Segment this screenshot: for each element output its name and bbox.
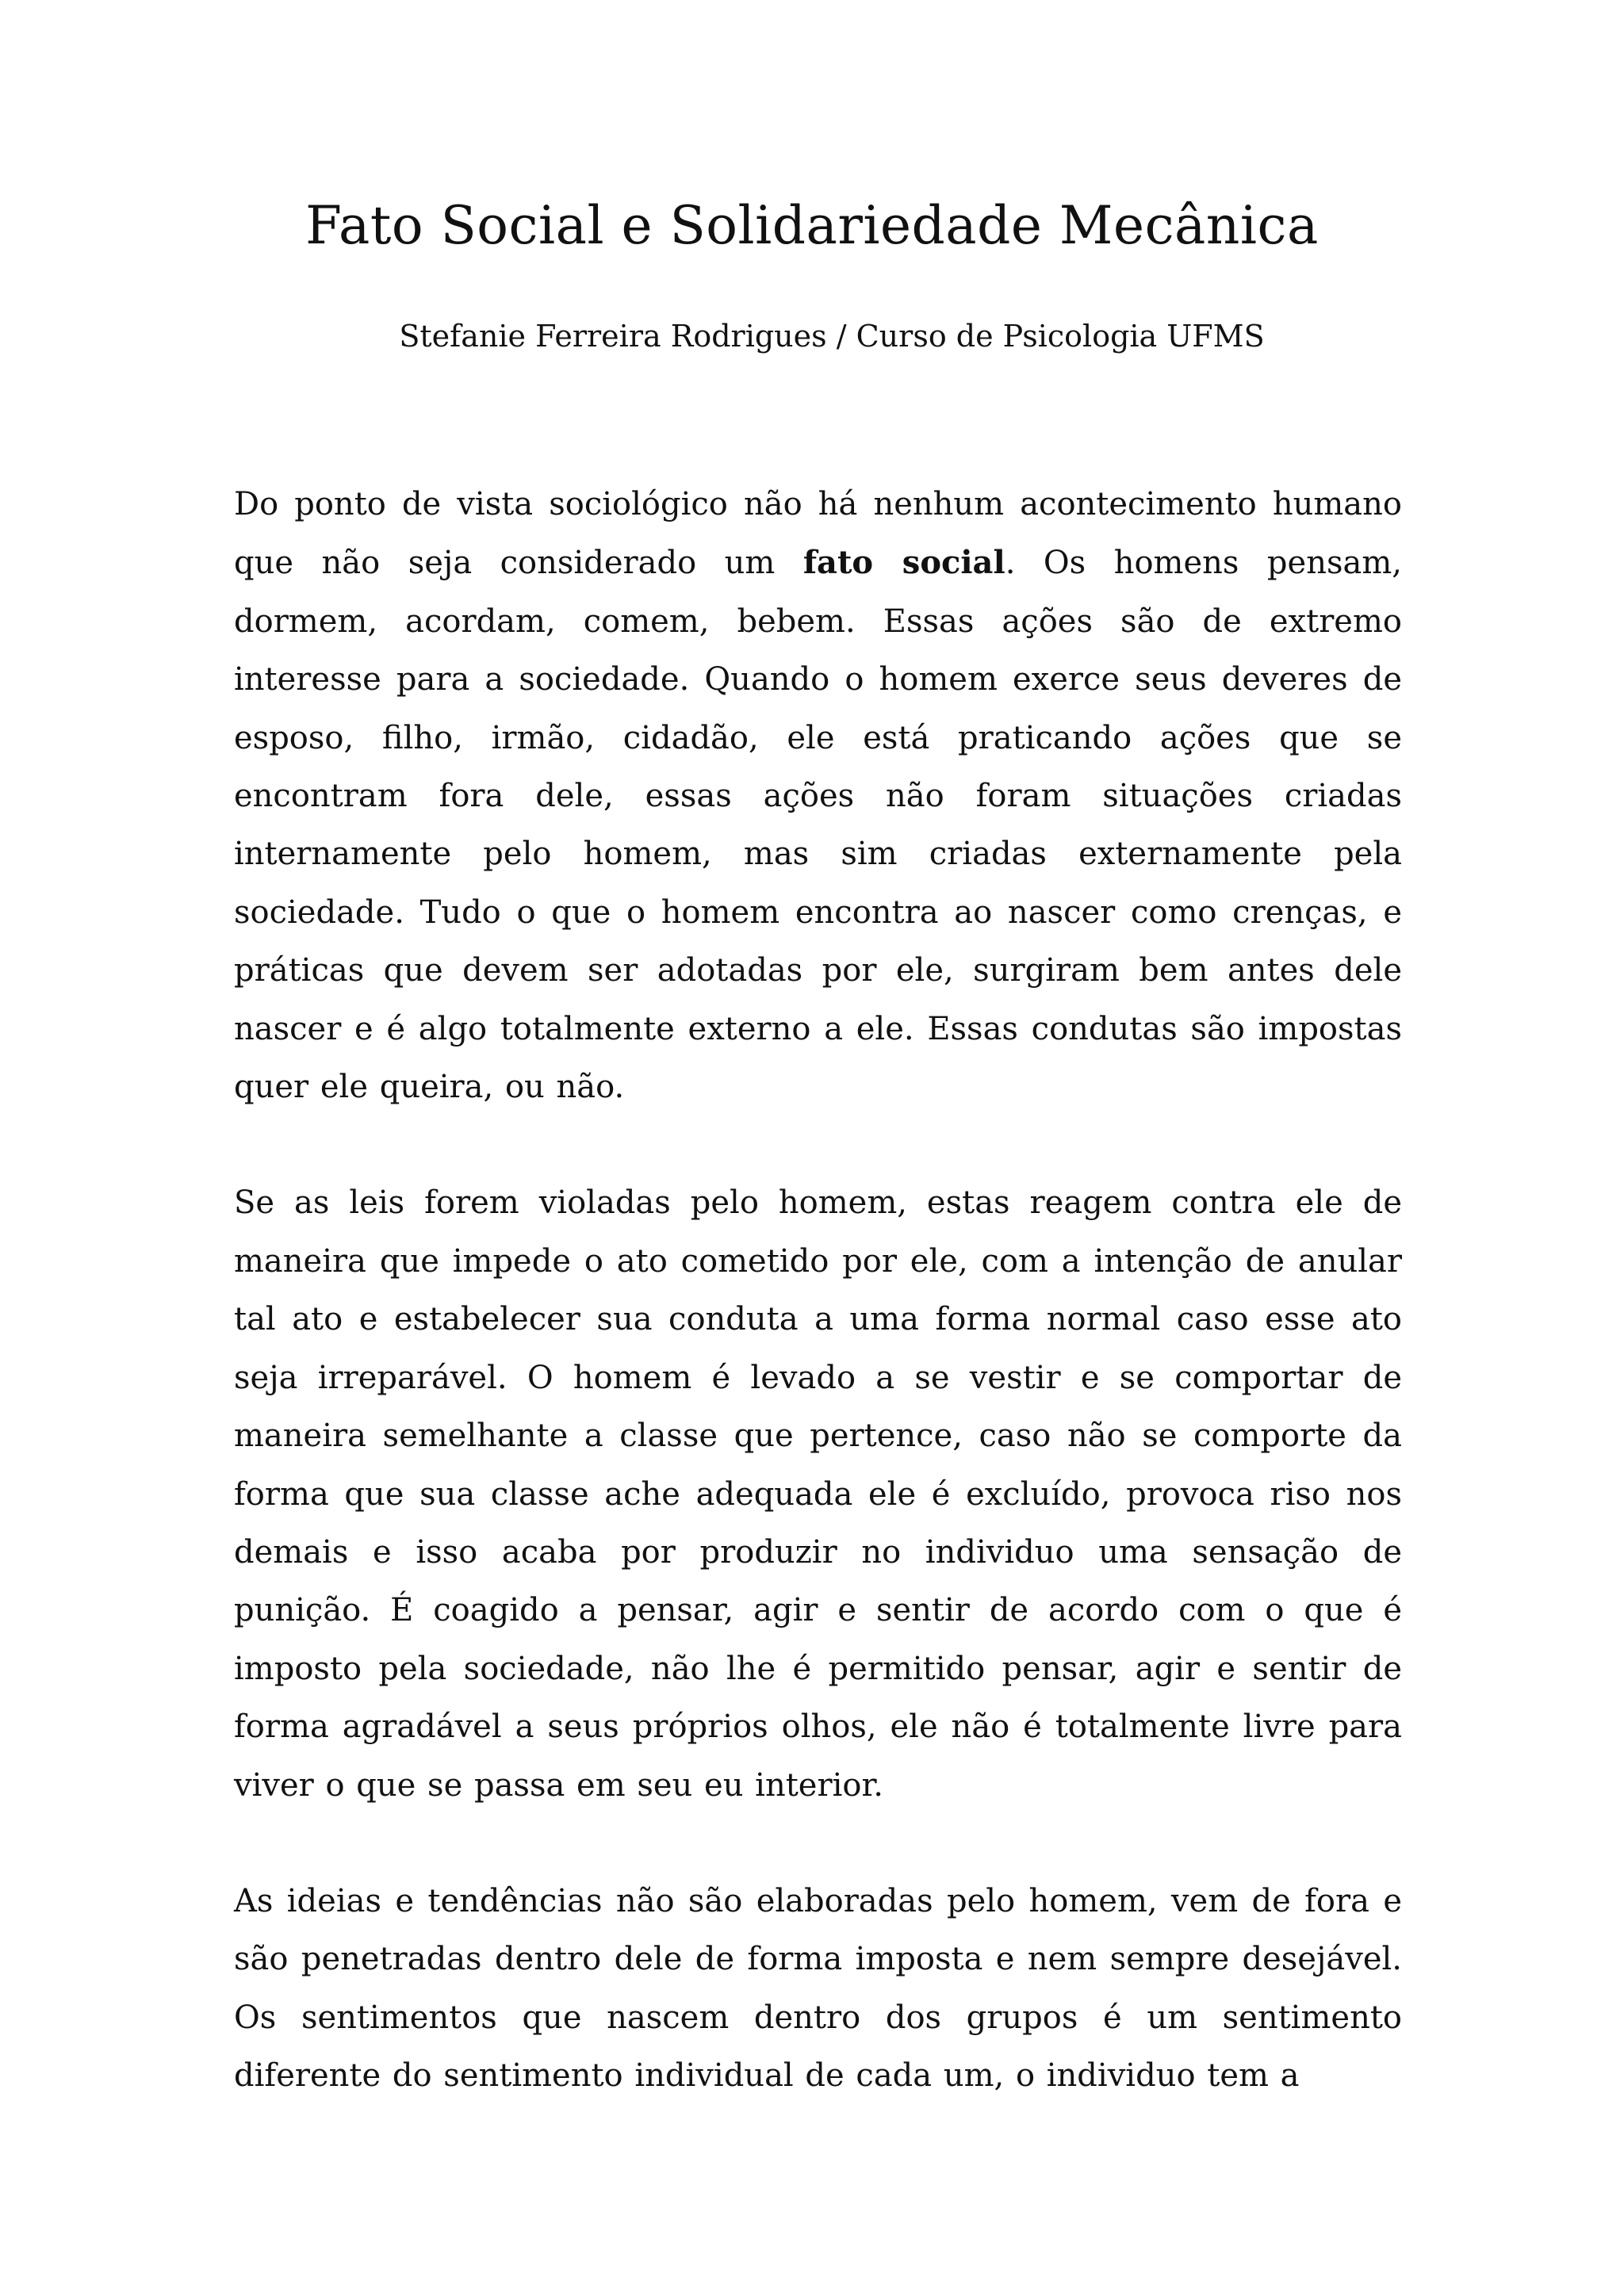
document-body xyxy=(234,476,1402,2106)
paragraph-1-bold-term: fato social xyxy=(802,544,1005,582)
paragraph-2: Se as leis forem violadas pelo homem, estas reagem contra ele de maneira que impede o ato cometido por ele, com a intenção de anular tal ato e estabelecer sua conduta a uma forma normal caso esse ato seja irreparável. O homem é levado a se vestir e se comportar de maneira semelhante a classe que pertence, caso não se comporte da forma que sua classe ache adequada ele é excluído, provoca riso nos demais e isso acaba por produzir no individuo uma sensação de punição. É coagido a pensar, agir e sentir de acordo com o que é imposto pela sociedade, não lhe é permitido pensar, agir e sentir de forma agradável a seus próprios olhos, ele não é totalmente livre para viver o que se passa em seu eu interior. xyxy=(234,1184,1402,1804)
paragraph-1 xyxy=(234,476,1402,1116)
document-author-line: Stefanie Ferreira Rodrigues / Curso de Psicologia UFMS xyxy=(399,319,1265,354)
paragraph-1-text-end: . Os homens pensam, dormem, acordam, comem, bebem. Essas ações são de extremo interesse para a sociedade. Quando o homem exerce seus deveres de esposo, filho, irmão, cidadão, ele está praticando ações que se encontram fora dele, essas ações não foram situações criadas internamente pelo homem, mas sim criadas externamente pela sociedade. Tudo o que o homem encontra ao nascer como crenças, e práticas que devem ser adotadas por ele, surgiram bem antes dele nascer e é algo totalmente externo a ele. Essas condutas são impostas quer ele queira, ou não. xyxy=(234,545,1402,1106)
document-title: Fato Social e Solidariedade Mecânica xyxy=(305,195,1319,256)
paragraph-1-text-start: Do ponto de vista sociológico não há nenhum acontecimento humano que não seja considerado um xyxy=(234,486,1402,582)
paragraph-3: As ideias e tendências não são elaboradas pelo homem, vem de fora e são penetradas dentro dele de forma imposta e nem sempre desejável. Os sentimentos que nascem dentro dos grupos é um sentimento diferente do sentimento individual de cada um, o individuo tem a xyxy=(234,1882,1402,2095)
